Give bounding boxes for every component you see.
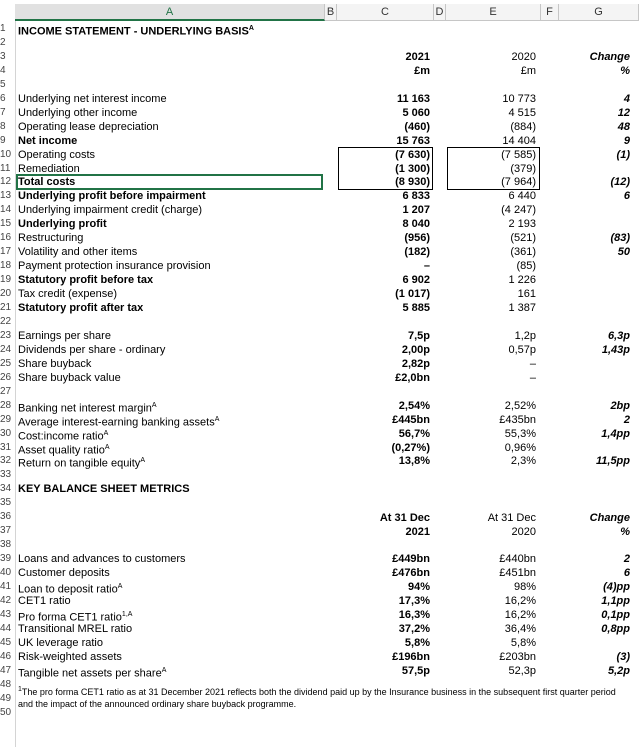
header-change-unit: % (620, 64, 630, 77)
value-2020[interactable]: (361) (510, 246, 536, 259)
header-at-2020: At 31 Dec (487, 512, 536, 525)
value-2020[interactable]: (7 964) (501, 176, 536, 189)
value-2020[interactable]: (7 585) (501, 148, 536, 161)
value-change[interactable]: 6,3p (607, 329, 630, 342)
row-number[interactable]: 8 (0, 120, 6, 132)
row-label[interactable]: Transitional MREL ratio (18, 622, 133, 635)
row-label[interactable]: Loan to deposit ratio$^A$ (18, 583, 123, 596)
header-unit-2021: £m (414, 64, 430, 77)
value-2021[interactable]: £449bn (392, 553, 430, 566)
row-label[interactable]: Underlying profit before impairment (18, 190, 206, 203)
value-2021[interactable]: (956) (404, 232, 430, 245)
value-change[interactable]: 2bp (610, 399, 630, 412)
row-number[interactable]: 34 (0, 483, 12, 495)
value-2021[interactable]: (182) (404, 246, 430, 259)
header2-change: Change (589, 512, 630, 525)
row-number[interactable]: 25 (0, 357, 12, 369)
value-2020[interactable]: 98% (513, 581, 536, 593)
balance-sheet-title: KEY BALANCE SHEET METRICS (18, 483, 190, 496)
row-label[interactable]: Asset quality ratio$^A$ (18, 443, 110, 457)
row-label[interactable]: Pro forma CET1 ratio$^{1,A}$ (18, 610, 133, 624)
value-2021[interactable]: 16,3% (398, 608, 430, 621)
value-2021[interactable]: (1 017) (395, 288, 430, 301)
row-label[interactable]: Total costs (18, 176, 76, 189)
row-number[interactable]: 48 (0, 678, 12, 690)
header-year-2021: 2021 (405, 50, 430, 63)
value-2020[interactable]: 0,57p (508, 343, 536, 356)
value-2020[interactable]: – (529, 357, 536, 370)
value-2021[interactable]: 1 207 (402, 204, 430, 217)
value-change[interactable]: 11,5pp (595, 455, 630, 468)
value-change[interactable]: (3) (616, 650, 630, 663)
value-2021[interactable]: 6 833 (402, 190, 430, 203)
value-2020[interactable]: 55,3% (504, 427, 536, 440)
value-2021[interactable]: 56,7% (398, 427, 430, 440)
value-2020[interactable]: £440bn (499, 553, 536, 566)
row-number[interactable]: 10 (0, 148, 12, 160)
row-label[interactable]: Loans and advances to customers (18, 553, 186, 566)
footnote-marker: A (161, 666, 167, 674)
value-change[interactable]: 2 (623, 413, 630, 426)
value-2021[interactable]: – (423, 260, 430, 273)
row-label[interactable]: Tangible net assets per share$^A$ (18, 666, 167, 680)
value-2021[interactable]: (0,27%) (391, 441, 430, 454)
value-2021[interactable]: 57,5p (401, 664, 430, 677)
value-change[interactable]: (4)pp (603, 581, 630, 593)
value-change[interactable]: (83) (610, 232, 630, 245)
value-2021[interactable]: 2,82p (401, 357, 430, 370)
row-number[interactable]: 36 (0, 511, 12, 523)
value-2021[interactable]: (7 630) (395, 148, 430, 161)
value-2020[interactable]: 2 193 (508, 218, 536, 231)
row-label[interactable]: Payment protection insurance provision (18, 260, 211, 273)
row-label[interactable]: Cost:income ratio$^A$ (18, 429, 109, 443)
header-change: Change (589, 50, 630, 63)
row-number[interactable]: 23 (0, 329, 12, 341)
value-2021[interactable]: (8 930) (395, 176, 430, 189)
row-label[interactable]: Statutory profit before tax (18, 274, 154, 287)
row-number[interactable]: 37 (0, 525, 12, 537)
value-change[interactable]: 4 (623, 92, 630, 105)
value-2020[interactable]: 16,2% (504, 594, 536, 607)
value-2021[interactable]: 5 885 (402, 302, 430, 314)
column-header-G[interactable]: G (559, 4, 639, 21)
value-2020[interactable]: £435bn (499, 413, 536, 426)
row-number[interactable]: 13 (0, 190, 12, 202)
value-2021[interactable]: (1 300) (395, 162, 430, 175)
selected-cell (16, 174, 323, 190)
value-change[interactable]: 1,43p (601, 343, 630, 356)
value-change[interactable]: 48 (617, 120, 630, 133)
row-number[interactable]: 33 (0, 469, 12, 481)
row-label[interactable]: Share buyback value (18, 371, 121, 384)
row-label[interactable]: Net income (18, 134, 78, 147)
costs-box-2021 (338, 147, 433, 191)
column-header-D[interactable]: D (434, 4, 446, 21)
value-change[interactable]: 12 (617, 106, 630, 119)
value-2020[interactable]: 161 (517, 288, 536, 301)
footnote: $^1$The pro forma CET1 ratio as at 31 December 2021 reflects both the dividend paid up by the Insurance business in the subsequent first quarter period and the impact of the announced ordinary share buyback programme. (18, 685, 616, 709)
value-2021[interactable]: £445bn (392, 413, 430, 426)
costs-box-2020 (447, 147, 540, 191)
row-label[interactable]: Operating lease depreciation (18, 120, 159, 133)
value-2020[interactable]: 10 773 (502, 92, 536, 105)
row-number[interactable]: 41 (0, 581, 12, 592)
row-label[interactable]: Underlying profit (18, 218, 107, 231)
value-change[interactable]: 6 (623, 567, 630, 580)
value-2020[interactable]: 5,8% (510, 636, 536, 649)
header-unit-2020: £m (520, 64, 536, 77)
row-number[interactable]: 6 (0, 92, 6, 104)
row-label[interactable]: Volatility and other items (18, 246, 138, 259)
footnote-marker: A (151, 401, 157, 409)
row-number[interactable]: 30 (0, 427, 12, 439)
value-2020[interactable]: – (529, 371, 536, 384)
row-label[interactable]: UK leverage ratio (18, 636, 103, 649)
value-2020[interactable]: (379) (510, 162, 536, 175)
row-number[interactable]: 32 (0, 455, 12, 467)
row-number[interactable]: 21 (0, 302, 12, 313)
value-2021[interactable]: £476bn (392, 567, 430, 580)
value-2020[interactable]: £203bn (499, 650, 536, 663)
row-label[interactable]: Dividends per share - ordinary (18, 343, 166, 356)
header2-change-unit: % (620, 526, 630, 539)
value-2021[interactable]: 11 163 (396, 92, 430, 105)
value-2020[interactable]: (884) (510, 120, 536, 133)
row-label[interactable]: Share buyback (18, 357, 92, 370)
row-label[interactable]: Underlying other income (18, 106, 138, 119)
column-header-A[interactable]: A (15, 4, 325, 21)
row-number[interactable]: 16 (0, 232, 12, 244)
row-number[interactable]: 29 (0, 413, 12, 425)
row-number[interactable]: 38 (0, 539, 12, 551)
value-change[interactable]: 5,2p (607, 664, 630, 677)
row-number[interactable]: 11 (0, 162, 11, 174)
row-number[interactable]: 18 (0, 260, 12, 272)
row-number[interactable]: 7 (0, 106, 6, 118)
value-2021[interactable]: 37,2% (398, 622, 430, 635)
value-change[interactable]: 9 (623, 134, 630, 147)
value-2021[interactable]: (460) (404, 120, 430, 133)
value-2020[interactable]: 1 387 (508, 302, 536, 314)
value-change[interactable]: (12) (610, 176, 630, 189)
row-number[interactable]: 40 (0, 567, 12, 579)
row-number[interactable]: 3 (0, 50, 6, 62)
value-2020[interactable]: 36,4% (504, 622, 536, 635)
row-number[interactable]: 2 (0, 36, 6, 48)
row-header-divider (15, 21, 16, 747)
row-label[interactable]: Restructuring (18, 232, 84, 245)
row-label[interactable]: Risk-weighted assets (18, 650, 122, 663)
value-2021[interactable]: £196bn (392, 650, 430, 663)
row-number[interactable]: 26 (0, 371, 12, 383)
value-2021[interactable]: 7,5p (407, 329, 430, 342)
row-number[interactable]: 22 (0, 315, 12, 327)
row-number[interactable]: 15 (0, 218, 12, 230)
row-number[interactable]: 43 (0, 608, 12, 620)
value-2020[interactable]: 4 515 (508, 106, 536, 119)
row-label[interactable]: Remediation (18, 162, 80, 175)
row-label[interactable]: Statutory profit after tax (18, 302, 144, 314)
value-2021[interactable]: 5,8% (404, 636, 430, 649)
row-label[interactable]: Average interest-earning banking assets$^A$ (18, 415, 220, 429)
row-label[interactable]: Customer deposits (18, 567, 110, 580)
value-2021[interactable]: 5 060 (402, 106, 430, 119)
value-2020[interactable]: 2,3% (510, 455, 536, 468)
row-number[interactable]: 35 (0, 497, 12, 509)
row-number[interactable]: 42 (0, 594, 12, 606)
column-header-F[interactable]: F (541, 4, 559, 21)
footnote-marker: A (140, 457, 145, 465)
value-2020[interactable]: 1,2p (514, 329, 536, 342)
value-2020[interactable]: 0,96% (504, 441, 536, 454)
value-change[interactable]: 1,4pp (601, 427, 630, 440)
value-change[interactable]: 2 (623, 553, 630, 566)
value-2021[interactable]: 15 763 (396, 134, 430, 147)
value-2020[interactable]: 6 440 (508, 190, 536, 203)
value-2021[interactable]: 2,00p (401, 343, 430, 356)
column-header-B[interactable]: B (325, 4, 337, 21)
row-number[interactable]: 49 (0, 692, 12, 704)
row-number[interactable]: 4 (0, 64, 6, 76)
row-number[interactable]: 14 (0, 204, 12, 216)
row-number[interactable]: 5 (0, 78, 6, 90)
value-2020[interactable]: (521) (510, 232, 536, 245)
value-2020[interactable]: 52,3p (508, 664, 536, 677)
value-2021[interactable]: 8 040 (402, 218, 430, 231)
value-2021[interactable]: £2,0bn (395, 371, 430, 384)
footnote-marker: A (103, 429, 109, 437)
value-change[interactable]: 0,1pp (601, 608, 630, 621)
row-number[interactable]: 9 (0, 134, 6, 146)
row-number[interactable]: 20 (0, 288, 12, 300)
footnote-marker: A (214, 415, 220, 423)
footnote-marker: 1 (18, 685, 22, 693)
row-label[interactable]: Banking net interest margin$^A$ (18, 401, 157, 415)
income-statement-title: INCOME STATEMENT - UNDERLYING $BASIS^A$ (18, 25, 254, 38)
value-2020[interactable]: 2,52% (504, 399, 536, 412)
row-number[interactable]: 39 (0, 553, 12, 565)
row-number[interactable]: 47 (0, 664, 12, 676)
row-number[interactable]: 12 (0, 176, 12, 188)
row-label[interactable]: Operating costs (18, 148, 96, 161)
value-2021[interactable]: 17,3% (398, 594, 430, 607)
value-change[interactable]: 50 (617, 246, 630, 259)
row-number[interactable]: 45 (0, 636, 12, 648)
value-2021[interactable]: 94% (407, 581, 430, 593)
value-2021[interactable]: 13,8% (398, 455, 430, 468)
value-change[interactable]: 6 (623, 190, 630, 203)
value-2020[interactable]: £451bn (499, 567, 536, 580)
row-label[interactable]: Return on tangible equity$^A$ (18, 457, 145, 471)
row-number[interactable]: 44 (0, 622, 12, 634)
footnote-marker: A (248, 25, 254, 32)
row-number[interactable]: 31 (0, 441, 12, 453)
footnote-marker: 1,A (121, 610, 133, 618)
value-2021[interactable]: 2,54% (398, 399, 430, 412)
row-number[interactable]: 19 (0, 274, 12, 286)
row-number[interactable]: 50 (0, 706, 12, 718)
header-at-2021: At 31 Dec (379, 512, 430, 525)
value-2021[interactable]: 6 902 (402, 274, 430, 287)
row-label[interactable]: Underlying impairment credit (charge) (18, 204, 203, 217)
value-change[interactable]: (1) (616, 148, 630, 161)
value-change[interactable]: 0,8pp (601, 622, 630, 635)
value-2020[interactable]: 1 226 (508, 274, 536, 287)
row-label[interactable]: Underlying net interest income (18, 92, 167, 105)
footnote-marker: A (117, 583, 123, 590)
row-number[interactable]: 46 (0, 650, 12, 662)
row-label[interactable]: Earnings per share (18, 329, 111, 342)
header-year-2020: 2020 (511, 50, 536, 63)
value-2020[interactable]: 16,2% (504, 608, 536, 621)
value-2020[interactable]: 14 404 (502, 134, 536, 147)
row-number[interactable]: 28 (0, 399, 12, 411)
value-2020[interactable]: (85) (516, 260, 536, 273)
value-2020[interactable]: (4 247) (501, 204, 536, 217)
row-number[interactable]: 24 (0, 343, 12, 355)
header-year2-2021: 2021 (405, 526, 430, 539)
header-year2-2020: 2020 (511, 526, 536, 539)
column-header-C[interactable]: C (337, 4, 434, 21)
row-label[interactable]: Tax credit (expense) (18, 288, 118, 301)
footnote-marker: A (104, 443, 110, 451)
row-number[interactable]: 17 (0, 246, 12, 258)
row-label[interactable]: CET1 ratio (18, 594, 71, 607)
row-number[interactable]: 1 (0, 23, 6, 34)
value-change[interactable]: 1,1pp (601, 594, 630, 607)
column-header-E[interactable]: E (446, 4, 541, 21)
row-number[interactable]: 27 (0, 385, 12, 397)
